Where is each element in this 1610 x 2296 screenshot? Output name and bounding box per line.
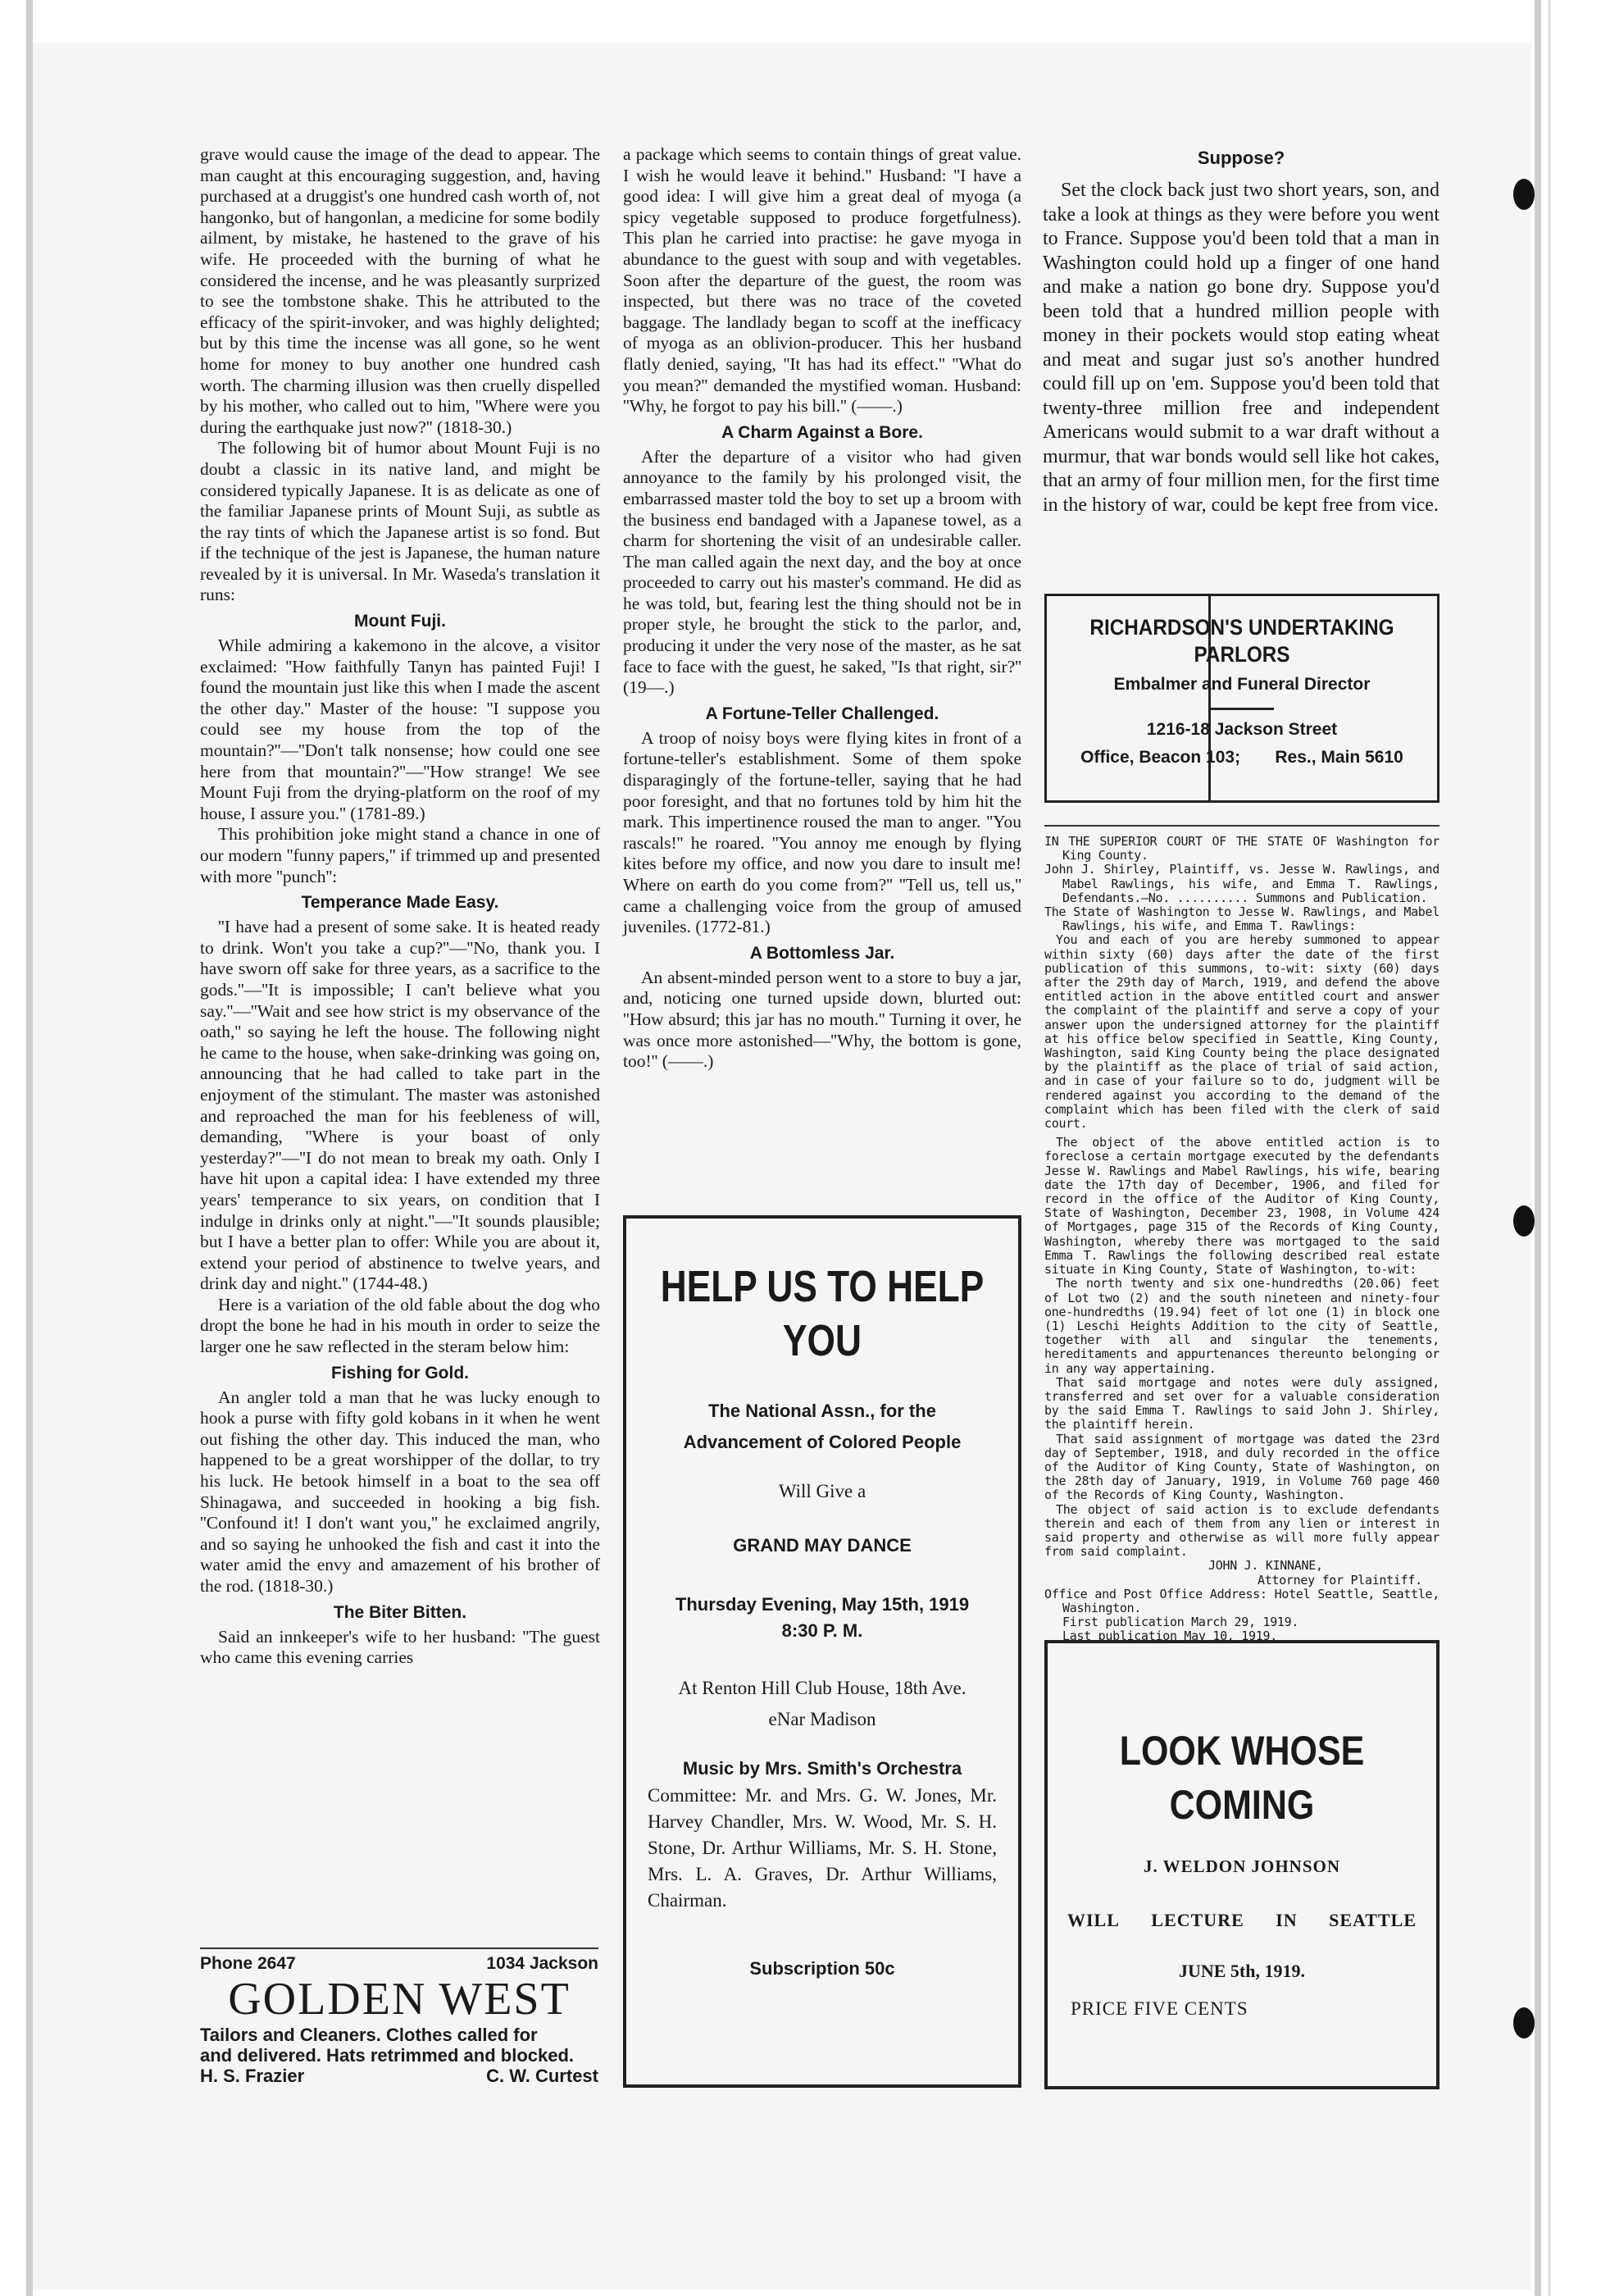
legal-summons-notice <box>1044 825 1439 1644</box>
richardson-name-2: PARLORS <box>1194 642 1290 667</box>
golden-west-phone: Phone 2647 <box>200 1954 296 1973</box>
richardson-address: 1216-18 Jackson Street <box>1146 720 1338 739</box>
naacp-event: GRAND MAY DANCE <box>733 1535 912 1556</box>
johnson-word-in: IN <box>1276 1910 1298 1930</box>
story-paragraph: An angler told a man that he was lucky enough to hook a purse with fifty gold kobans in it when he went out fishing the other day. This induced the man, who happened to be a great worshipper of the dollar, to try his luck. He betook himself in a boat to the sea off Shinagawa, and succeeded in hooking a big fish. ''Confound it! I don't want you,'' he exclaimed angrily, and so saying he unhooked the fish and cast it into the water amid the envy and amazement of his brother of the rod. (1818-30.) <box>200 1387 600 1596</box>
legal-office: Office and Post Office Address: Hotel Seattle, Seattle, Washington. <box>1044 1586 1439 1615</box>
column-1 <box>200 144 600 1669</box>
naacp-committee: Committee: Mr. and Mrs. G. W. Jones, Mr. Harvey Chandler, Mrs. W. Wood, Mr. S. H. Stone, Dr. Arthur Williams, Mr. S. H. Stone, Mrs. L. A. Graves, Dr. Arthur Williams, Chairman. <box>648 1785 997 1911</box>
golden-west-address: 1034 Jackson <box>486 1954 598 1973</box>
page-left-edge <box>26 0 33 2296</box>
story-paragraph: A troop of noisy boys were flying kites in front of a fortune-teller's establishment. Some of them spoke disparagingly of the fortune-teller, saying that he had poor foresight, and that no fortunes told by him hit the mark. This impertinence roused the man to anger. ''You rascals!'' he roared. ''You annoy me enough by flying kites before my office, and now you dare to insult me! Where on earth do you come from?'' ''Tell us, tell us,'' came a challenging voice from the group of amused juveniles. (1772-81.) <box>623 727 1021 937</box>
johnson-headline-1: LOOK WHOSE <box>1119 1728 1365 1774</box>
story-paragraph: Said an innkeeper's wife to her husband: ''The guest who came this evening carries <box>200 1626 600 1668</box>
johnson-lecture-ad <box>1044 1640 1439 2089</box>
legal-paragraph: That said mortgage and notes were duly assigned, transferred and set over for a valuable consideration by the said Emma T. Rawlings to said John J. Shirley, the plaintiff herein. <box>1044 1374 1439 1433</box>
column-3 <box>1043 144 1439 517</box>
page-right-edge <box>1535 0 1541 2296</box>
story-heading-suppose: Suppose? <box>1197 148 1285 168</box>
legal-paragraph: The object of the above entitled action is to foreclose a certain mortgage executed by the defendants Jesse W. Rawlings and Mabel Rawlings, his wife, bearing date the 17th day of December, 1906, and filed for record in the office of the Auditor of King County, State of Washington, December 23, 1908, in Volume 424 of Mortgages, page 315 of the Records of King County, Washington, whereby there was mortgaged to the said Emma T. Rawlings the following described real estate situate in King County, State of Washington, to-wit: <box>1044 1135 1439 1278</box>
golden-west-name: GOLDEN WEST <box>228 1974 571 2025</box>
story-paragraph: While admiring a kakemono in the alcove, a visitor exclaimed: ''How faithfully Tanyn has painted Fuji! I found the mountain just like this when I made the ascent the other day.'' Master of the house: ''I suppose you could see my house from the top of the mountain?''—''Don't talk nonsense; how could one see here from that mountain?''—''How strange! We see Mount Fuji from the drying-platform on the roof of my house, I assure you.'' (1781-89.) <box>200 636 600 823</box>
naacp-date: Thursday Evening, May 15th, 1919 <box>675 1594 970 1615</box>
legal-paragraph: That said assignment of mortgage was dated the 23rd day of September, 1918, and duly recorded in the office of the Auditor of King County, State of Washington, on the 28th day of January, 1919, in Volume 760 page 460 of the Records of King County, Washington. <box>1044 1431 1439 1503</box>
story-paragraph: An absent-minded person went to a store to buy a jar, and, noticing one turned upside down, blurted out: ''How absurd; this jar has no mouth.'' Turning it over, he was once more astonished—''Why, the bottom is gone, too!'' (——.) <box>623 967 1021 1072</box>
johnson-word-will: WILL <box>1067 1910 1120 1930</box>
story-paragraph: This prohibition joke might stand a chance in one of our modern ''funny papers,'' if trimmed up and presented with more ''punch'': <box>200 824 600 886</box>
richardson-ad-box <box>1044 594 1439 803</box>
legal-court: IN THE SUPERIOR COURT OF THE STATE OF Washington for King County. <box>1044 834 1439 863</box>
story-paragraph: a package which seems to contain things of great value. I wish he would leave it behind.'' Husband: ''I have a good idea: I will give him a great deal of myoga (a spicy vegetable supposed to produce forgetfulness). This plan he carried into practise: he gave myoga in abundance to the guest with soup and with vegetables. Soon after the departure of the guest, the room was inspected, but there was no trace of the coveted baggage. The landlady began to scoff at the inefficacy of myoga as an oblivion-producer. This her husband flatly denied, saying, ''It has had its effect.'' ''What do you mean?'' demanded the mystified woman. Husband: ''Why, he forgot to pay his bill.'' (——.) <box>623 144 1021 417</box>
legal-state: The State of Washington to Jesse W. Rawlings, and Mabel Rawlings, his wife, and Emma T. Rawlings: <box>1044 904 1439 934</box>
johnson-word-seattle: SEATTLE <box>1329 1910 1417 1930</box>
legal-attorney-title: Attorney for Plaintiff. <box>1258 1572 1422 1588</box>
naacp-org: The National Assn., for the Advancement of Colored People <box>683 1401 962 1452</box>
column-2 <box>623 144 1021 1073</box>
legal-paragraph: You and each of you are hereby summoned to appear within sixty (60) days after the date of the first publication of this summons, to-wit: sixty (60) days after the 29th day of March, 1919, and defend the above entitled action in the above entitled court and answer the complaint of the plaintiff and serve a copy of your answer upon the undersigned attorney for the plaintiff at his office below specified in Seattle, King County, Washington, said King County being the place designated by the plaintiff as the place of trial of said action, and in case of your failure so to do, judgment will be rendered against you according to the demand of the complaint which has been filed with the clerk of said court. <box>1044 932 1439 1132</box>
story-heading-charm: A Charm Against a Bore. <box>721 422 923 442</box>
story-paragraph: Set the clock back just two short years, son, and take a look at things as they were before you went to France. Suppose you'd been told that a man in Washington could hold up a finger of one hand and make a nation go bone dry. Suppose you'd been told that a hundred million people with money in their pockets would stop eating wheat and meat and sugar just so's another hundred could fill up on 'em. Suppose you'd been told that twenty-three million free and independent Americans would submit to a war draft without a murmur, that war bonds would sell like hot cakes, that an army of four million men, for the first time in the history of war, could be kept free from vice. <box>1043 180 1439 516</box>
legal-case: John J. Shirley, Plaintiff, vs. Jesse W. Rawlings, and Mabel Rawlings, his wife, and Emma T. Rawlings, Defendants.—No. .......... Summons and Publication. <box>1044 862 1439 905</box>
story-heading-biter-bitten: The Biter Bitten. <box>333 1602 467 1622</box>
ad-rule <box>200 1947 598 1949</box>
naacp-dance-ad <box>623 1215 1021 2088</box>
naacp-will-give: Will Give a <box>778 1481 866 1501</box>
story-heading-bottomless-jar: A Bottomless Jar. <box>749 943 895 963</box>
golden-west-line2: and delivered. Hats retrimmed and blocked. <box>200 2045 575 2066</box>
richardson-res-phone: Res., Main 5610 <box>1275 748 1403 767</box>
johnson-headline-2: COMING <box>1169 1782 1315 1828</box>
binding-hole-bottom <box>1513 2007 1535 2039</box>
richardson-rule <box>1210 708 1274 710</box>
naacp-headline: HELP US TO HELP YOU <box>660 1262 985 1365</box>
golden-west-right-name: C. W. Curtest <box>486 2066 598 2086</box>
richardson-name-1: RICHARDSON'S UNDERTAKING <box>1089 615 1394 640</box>
johnson-word-lecture: LECTURE <box>1151 1910 1244 1930</box>
golden-west-left-name: H. S. Frazier <box>200 2066 305 2086</box>
story-paragraph: The following bit of humor about Mount Fuji is no doubt a classic in its native land, and might be considered typically Japanese. It is as delicate as one of the familiar Japanese prints of Mount Suji, as subtle as the ray tints of which the Japanese artist is so fond. But if the technique of the jest is Japanese, the human nature revealed by it is universal. In Mr. Waseda's translation it runs: <box>200 438 600 605</box>
story-heading-fishing: Fishing for Gold. <box>331 1363 469 1383</box>
story-paragraph: ''I have had a present of some sake. It is heated ready to drink. Won't you take a cup?''—''No, thank you. I have sworn off sake for three years, as a sacrifice to the gods.''—''It is impossible; I can't believe what you say.''—''Wait and see how strict is my observance of the oath,'' so saying he left the house. The following night he came to the house, when sake-drinking was going on, announcing that he had called to take part in the enjoyment of the stimulant. The master was astonished and reproached the man for his feebleness of will, demanding, ''Where is your boast of only yesterday?''—''I do not mean to break my oath. Only I have hit upon a capital idea: I have extended my three years' temperance to six years, on condition that I indulge in drinks only at night.''—''It sounds plausible; but I have a better plan to offer: While you are about it, extend your period of abstinence to twelve years, and drink day and night.'' (1744-48.) <box>200 917 600 1294</box>
story-heading-temperance: Temperance Made Easy. <box>301 893 499 913</box>
golden-west-ad <box>200 1947 598 2086</box>
naacp-venue-2: eNar Madison <box>768 1709 876 1729</box>
legal-paragraph: The north twenty and six one-hundredths (20.06) feet of Lot two (2) and the south nineteen and ninety-four one-hundredths (19.94) feet of lot one (1) in block one (1) Leschi Heights Addition to the city of Seattle, together with all and singular the tenements, hereditaments and appurtenances thereunto belonging or in any way appertaining. <box>1044 1276 1439 1376</box>
johnson-price: PRICE FIVE CENTS <box>1071 1998 1248 2019</box>
story-heading-fortune-teller: A Fortune-Teller Challenged. <box>705 704 939 723</box>
naacp-price: Subscription 50c <box>749 1958 895 1979</box>
richardson-subtitle: Embalmer and Funeral Director <box>1113 675 1371 694</box>
naacp-time: 8:30 P. M. <box>781 1620 863 1641</box>
legal-attorney-name: JOHN J. KINNANE, <box>1208 1558 1323 1574</box>
golden-west-line1: Tailors and Cleaners. Clothes called for <box>200 2025 538 2045</box>
legal-last-publication: Last publication May 10, 1919. <box>1062 1629 1277 1644</box>
story-paragraph: Here is a variation of the old fable about the dog who dropt the bone he had in his mouth in order to seize the larger one he saw reflected in the steram below him: <box>200 1294 600 1357</box>
story-paragraph: After the departure of a visitor who had given annoyance to the family by his prolonged visit, the embarrassed master told the boy to set up a broom with the business end bandaged with a Japanese towel, as a charm for shortening the visit of an undesirable caller. The man called again the next day, and the boy at once proceeded to carry out his master's command. He did as he was told, but, fearing lest the thing should not be in proper style, he brought the stick to the parlor, and, producing it under the very nose of the master, as he sat face to face with the guest, he saked, ''Is that right, sir?'' (19—.) <box>623 446 1021 698</box>
story-paragraph: grave would cause the image of the dead to appear. The man caught at this encouraging suggestion, and, having purchased at a druggist's one hundred cash worth of, not hangonko, but of hangonlan, a medicine for some bodily ailment, by mistake, he hastened to the grave of his wife. He proceeded with the burning of what he considered the incense, and he was pleasantly surprized to see the tombstone shake. This he attributed to the efficacy of the spirit-invoker, and was highly delighted; but by this time the incense was all gone, so he went home for money to buy another one hundred cash worth. The charming illusion was then cruelly dispelled by his mother, who called out to him, ''Where were you during the earthquake just now?'' (1818-30.) <box>200 144 600 437</box>
binding-hole-middle <box>1513 1205 1535 1237</box>
naacp-music: Music by Mrs. Smith's Orchestra <box>682 1758 962 1779</box>
story-heading-mount-fuji: Mount Fuji. <box>354 612 446 631</box>
naacp-venue-1: At Renton Hill Club House, 18th Ave. <box>678 1678 966 1698</box>
legal-rule <box>1044 825 1439 827</box>
binding-hole-top <box>1513 179 1535 210</box>
johnson-name: J. WELDON JOHNSON <box>1143 1856 1341 1876</box>
legal-first-publication: First publication March 29, 1919. <box>1062 1615 1299 1630</box>
page-right-edge-shadow <box>1548 0 1551 2296</box>
legal-paragraph: The object of said action is to exclude defendants therein and each of them from any lien or interest in said property and otherwise as will more fully appear from said complaint. <box>1044 1501 1439 1560</box>
richardson-office-phone: Office, Beacon 103; <box>1080 748 1241 767</box>
johnson-date: JUNE 5th, 1919. <box>1178 1961 1305 1981</box>
